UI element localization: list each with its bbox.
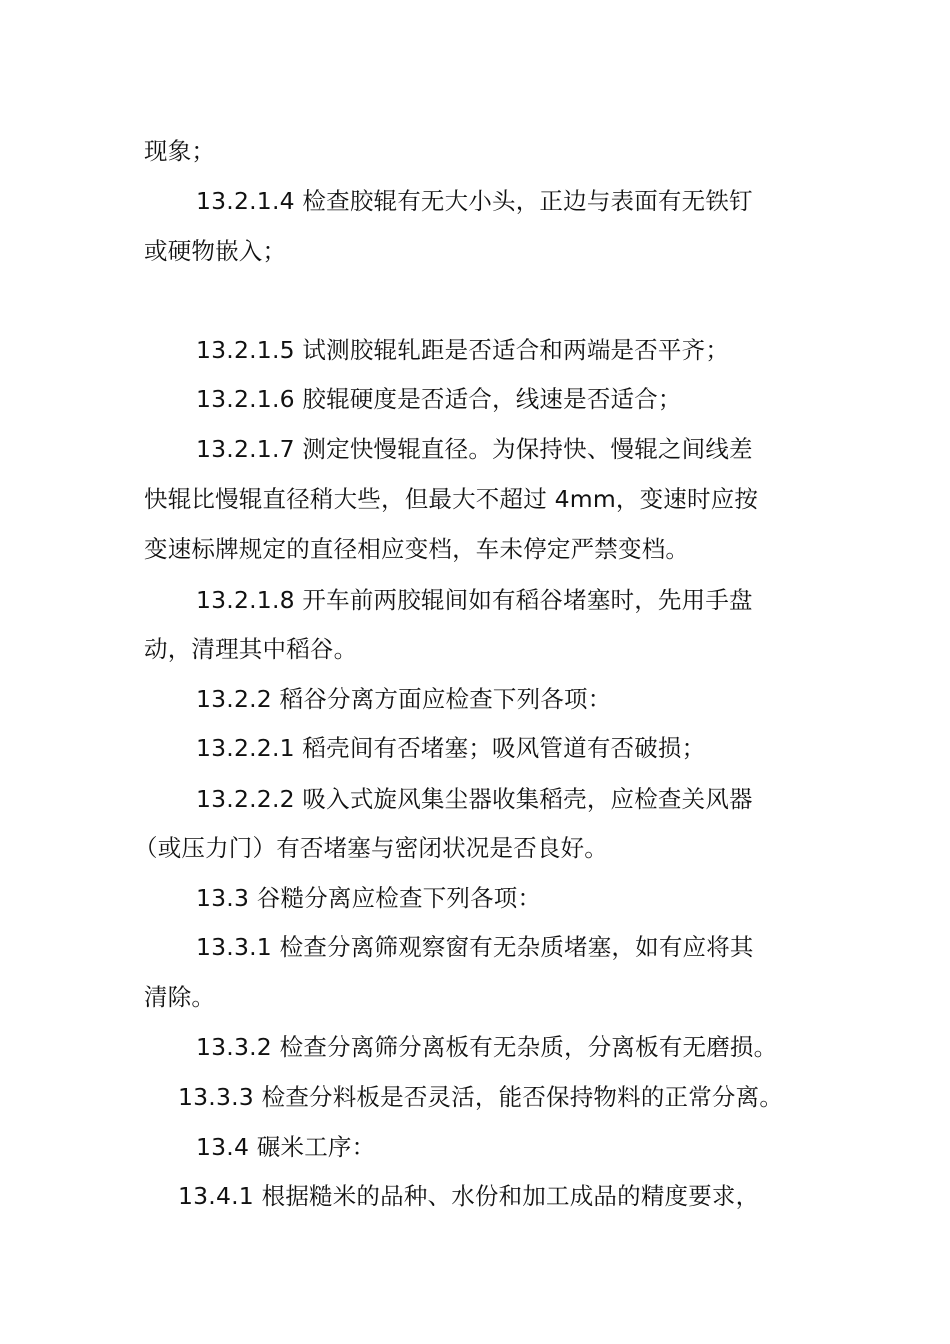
text-line: 13.4.1 根据糙米的品种、水份和加工成品的精度要求， bbox=[178, 1182, 760, 1210]
text-line: 13.2.1.7 测定快慢辊直径。为保持快、慢辊之间线差 bbox=[196, 435, 753, 463]
text-line: 13.2.1.6 胶辊硬度是否适合，线速是否适合； bbox=[196, 385, 682, 413]
text-line: 13.3 谷糙分离应检查下列各项： bbox=[196, 884, 542, 912]
text-line: 13.3.1 检查分离筛观察窗有无杂质堵塞，如有应将其 bbox=[196, 933, 754, 961]
text-line: 13.3.3 检查分料板是否灵活，能否保持物料的正常分离。 bbox=[178, 1083, 784, 1111]
text-line: 现象； bbox=[144, 137, 216, 165]
text-line: （或压力门）有否堵塞与密闭状况是否良好。 bbox=[134, 834, 608, 862]
text-line: 快辊比慢辊直径稍大些，但最大不超过 4mm，变速时应按 bbox=[144, 485, 759, 513]
text-line: 13.2.2.2 吸入式旋风集尘器收集稻壳，应检查关风器 bbox=[196, 785, 753, 813]
text-line: 清除。 bbox=[144, 983, 216, 1011]
text-line: 13.2.2 稻谷分离方面应检查下列各项： bbox=[196, 685, 612, 713]
text-line: 变速标牌规定的直径相应变档，车未停定严禁变档。 bbox=[144, 535, 690, 563]
text-line: 13.2.1.4 检查胶辊有无大小头，正边与表面有无铁钉 bbox=[196, 187, 753, 215]
text-line: 13.4 碾米工序： bbox=[196, 1133, 376, 1161]
text-line: 13.3.2 检查分离筛分离板有无杂质，分离板有无磨损。 bbox=[196, 1033, 778, 1061]
text-line: 13.2.1.8 开车前两胶辊间如有稻谷堵塞时，先用手盘 bbox=[196, 586, 753, 614]
text-line: 动，清理其中稻谷。 bbox=[144, 635, 358, 663]
text-line: 13.2.2.1 稻壳间有否堵塞；吸风管道有否破损； bbox=[196, 734, 706, 762]
text-line: 或硬物嵌入； bbox=[144, 237, 287, 265]
text-line: 13.2.1.5 试测胶辊轧距是否适合和两端是否平齐； bbox=[196, 336, 730, 364]
